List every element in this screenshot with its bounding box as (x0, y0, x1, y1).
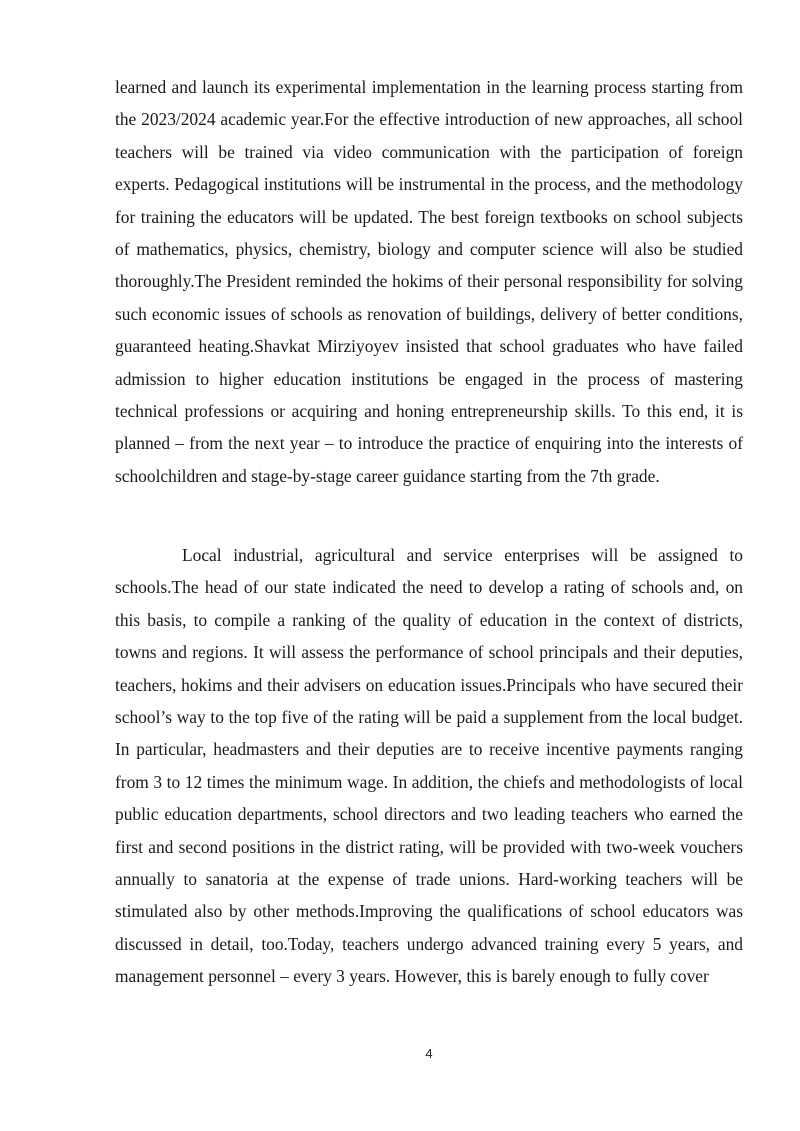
body-paragraph-1: learned and launch its experimental implementation in the learning process starting from the 2023/2024 academic year.For the effective introduction of new approaches, all school teachers will be trained via video communication with the participation of foreign experts. Pedagogical institutions will be instrumental in the process, and the methodology for training the educators will be updated. The best foreign textbooks on school subjects of mathematics, physics, chemistry, biology and computer science will also be studied thoroughly.The President reminded the hokims of their personal responsibility for solving such economic issues of schools as renovation of buildings, delivery of better conditions, guaranteed heating.Shavkat Mirziyoyev insisted that school graduates who have failed admission to higher education institutions be engaged in the process of mastering technical professions or acquiring and honing entrepreneurship skills. To this end, it is planned – from the next year – to introduce the practice of enquiring into the interests of schoolchildren and stage-by-stage career guidance starting from the 7th grade. (115, 77, 743, 486)
body-paragraph-2: Local industrial, agricultural and service enterprises will be assigned to schools.The head of our state indicated the need to develop a rating of schools and, on this basis, to compile a ranking of the quality of education in the context of districts, towns and regions. It will assess the performance of school principals and their deputies, teachers, hokims and their advisers on education issues.Principals who have secured their school’s way to the top five of the rating will be paid a supplement from the local budget. In particular, headmasters and their deputies are to receive incentive payments ranging from 3 to 12 times the minimum wage. In addition, the chiefs and methodologists of local public education departments, school directors and two leading teachers who earned the first and second positions in the district rating, will be provided with two-week vouchers annually to sanatoria at the expense of trade unions. Hard-working teachers will be stimulated also by other methods.Improving the qualifications of school educators was discussed in detail, too.Today, teachers undergo advanced training every 5 years, and management personnel – every 3 years. However, this is barely enough to fully cover (115, 545, 743, 987)
page-number: 4 (425, 1046, 433, 1061)
